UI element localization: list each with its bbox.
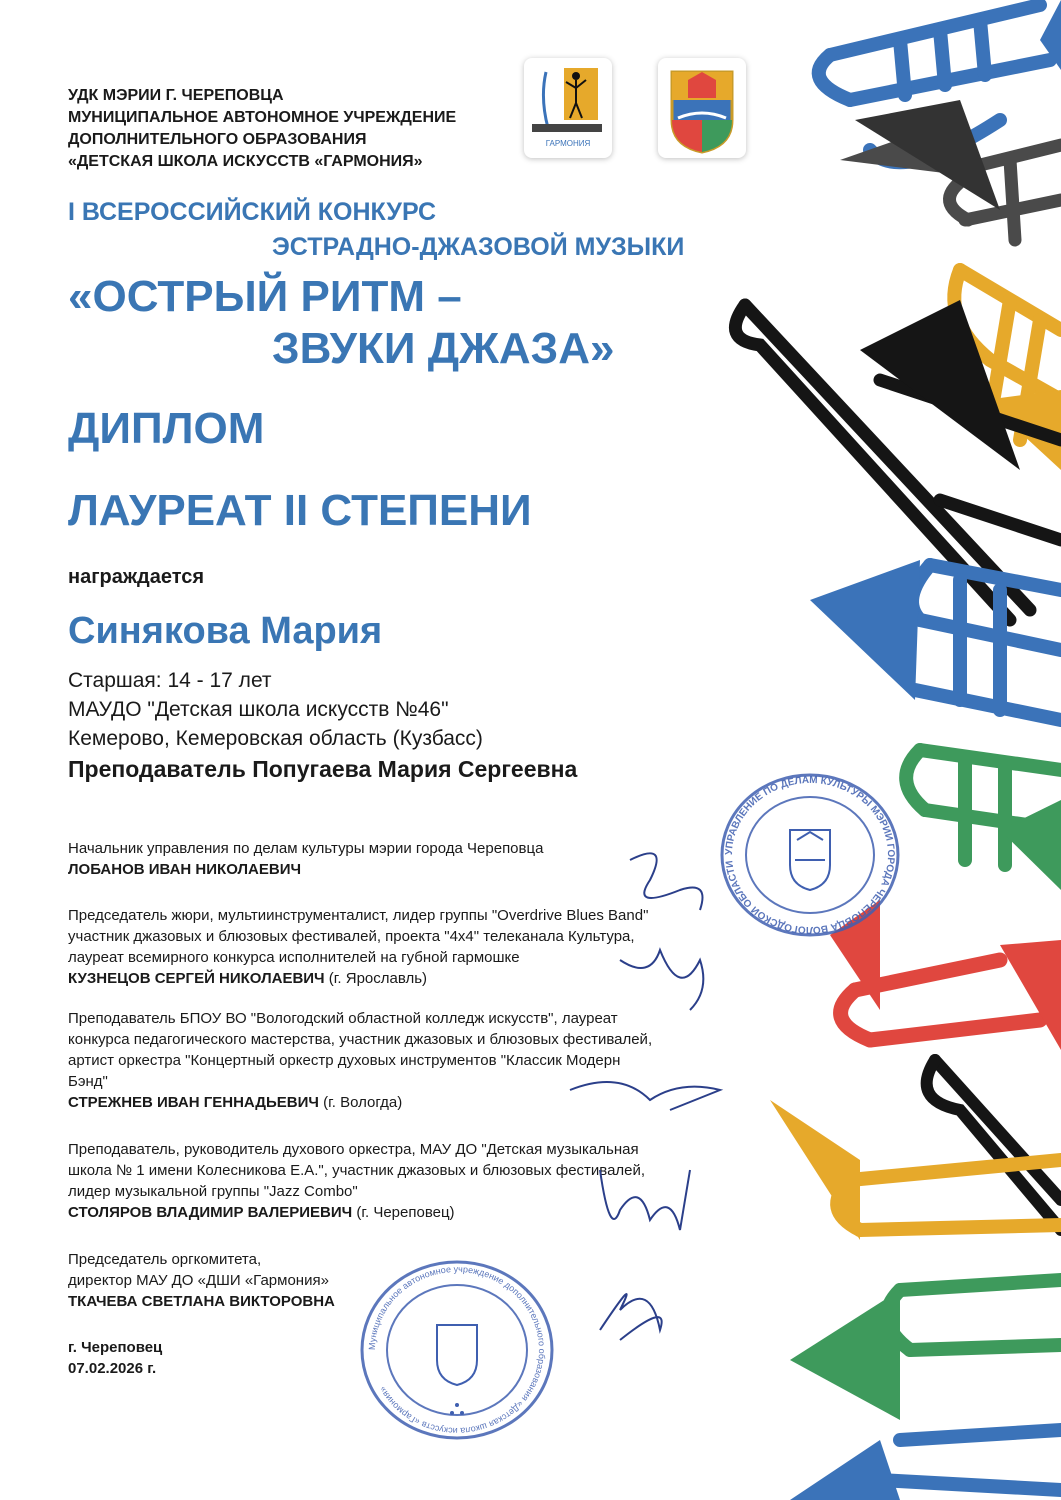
org-line: МУНИЦИПАЛЬНОЕ АВТОНОМНОЕ УЧРЕЖДЕНИЕ bbox=[68, 109, 457, 126]
signatory-title: Преподаватель БПОУ ВО "Вологодский областной колледж искусств", лауреат bbox=[68, 1010, 618, 1027]
red-bell-right bbox=[1000, 940, 1061, 1050]
signatory-city: (г. Ярославль) bbox=[328, 970, 428, 987]
blue-bell-mid bbox=[810, 560, 920, 700]
signatory-name: КУЗНЕЦОВ СЕРГЕЙ НИКОЛАЕВИЧ bbox=[68, 970, 325, 987]
signatory-title: Преподаватель, руководитель духового оркестра, МАУ ДО "Детская музыкальная bbox=[68, 1141, 639, 1158]
issue-city: г. Череповец bbox=[68, 1339, 163, 1356]
svg-text:Муниципальное автономное учреж bbox=[367, 1264, 547, 1436]
contest-line-2: ЭСТРАДНО-ДЖАЗОВОЙ МУЗЫКИ bbox=[272, 233, 685, 261]
contest-title-2: ЗВУКИ ДЖАЗА» bbox=[272, 324, 615, 373]
stamp-ring-text: УПРАВЛЕНИЕ ПО ДЕЛАМ КУЛЬТУРЫ МЭРИИ ГОРОДА ЧЕРЕПОВЦА ВОЛОГОДСКОЙ ОБЛАСТИ bbox=[723, 774, 897, 936]
signatory-block bbox=[68, 838, 543, 880]
signatory-city: (г. Вологда) bbox=[323, 1094, 403, 1111]
signatory-block bbox=[68, 1249, 335, 1312]
signatory-title: Начальник управления по делам культуры мэрии города Череповца bbox=[68, 840, 544, 857]
signatory-title: участник джазовых и блюзовых фестивалей, проекта "4х4" телеканала Культура, bbox=[68, 928, 635, 945]
signature-2 bbox=[620, 950, 703, 1010]
awarded-label: награждается bbox=[68, 566, 205, 588]
signatory-name: ЛОБАНОВ ИВАН НИКОЛАЕВИЧ bbox=[68, 861, 302, 878]
signatory-title: Председатель оргкомитета, bbox=[68, 1251, 262, 1268]
issue-date: 07.02.2026 г. bbox=[68, 1360, 157, 1377]
green-trumpet-low bbox=[887, 1280, 1061, 1350]
issue-place-date bbox=[68, 1337, 162, 1379]
teacher: Преподаватель Попугаева Мария Сергеевна bbox=[68, 756, 578, 782]
signature-4 bbox=[600, 1170, 690, 1230]
organization-name bbox=[68, 85, 456, 173]
signature-5 bbox=[600, 1294, 662, 1340]
signatory-title: лауреат всемирного конкурса исполнителей на губной гармошке bbox=[68, 949, 520, 966]
age-category: Старшая: 14 - 17 лет bbox=[68, 669, 272, 692]
diploma-heading: ДИПЛОМ bbox=[68, 404, 265, 453]
stamp-ring-text: Муниципальное автономное учреждение дополнительного образования «Детская школа искусств «Гармония» bbox=[366, 1263, 548, 1437]
school-logo bbox=[524, 58, 612, 158]
org-line: ДОПОЛНИТЕЛЬНОГО ОБРАЗОВАНИЯ bbox=[68, 131, 367, 148]
recipient-details bbox=[68, 666, 577, 785]
location: Кемерово, Кемеровская область (Кузбасс) bbox=[68, 727, 483, 750]
signatory-title: Бэнд" bbox=[68, 1073, 108, 1090]
org-line: УДК МЭРИИ Г. ЧЕРЕПОВЦА bbox=[68, 87, 284, 104]
black-trombone-low bbox=[927, 1060, 1061, 1230]
signatory-name: ТКАЧЕВА СВЕТЛАНА ВИКТОРОВНА bbox=[68, 1293, 335, 1310]
blue-trumpet-low bbox=[880, 1430, 1061, 1490]
signatory-title: конкурса педагогического мастерства, участник джазовых и блюзовых фестивалей, bbox=[68, 1031, 653, 1048]
signatures bbox=[560, 840, 760, 1360]
green-bell-low bbox=[790, 1290, 900, 1420]
signatory-title: директор МАУ ДО «ДШИ «Гармония» bbox=[68, 1272, 329, 1289]
signatory-block bbox=[68, 1139, 645, 1223]
official-stamp-bottom bbox=[352, 1255, 562, 1445]
recipient-name: Синякова Мария bbox=[68, 610, 383, 652]
signatory-name: СТРЕЖНЕВ ИВАН ГЕННАДЬЕВИЧ bbox=[68, 1094, 319, 1111]
signatory-title: Председатель жюри, мультиинструменталист, лидер группы "Overdrive Blues Band" bbox=[68, 907, 649, 924]
gold-bell-low bbox=[770, 1100, 860, 1240]
signature-3 bbox=[570, 1082, 720, 1110]
org-line: «ДЕТСКАЯ ШКОЛА ИСКУССТВ «ГАРМОНИЯ» bbox=[68, 153, 423, 170]
school-logo-text: ГАРМОНИЯ bbox=[545, 139, 591, 148]
contest-line-1: I ВСЕРОССИЙСКИЙ КОНКУРС bbox=[68, 198, 437, 226]
laureate-degree: ЛАУРЕАТ II СТЕПЕНИ bbox=[68, 486, 532, 535]
blue-bell-low bbox=[790, 1440, 900, 1500]
signatory-title: школа № 1 имени Колесникова Е.А.", участник джазовых и блюзовых фестивалей, bbox=[68, 1162, 646, 1179]
signature-1 bbox=[630, 853, 703, 910]
contest-title-1: «ОСТРЫЙ РИТМ – bbox=[68, 272, 462, 321]
signatory-title: артист оркестра "Концертный оркестр духовых инструментов "Классик Модерн bbox=[68, 1052, 621, 1069]
signatory-name: СТОЛЯРОВ ВЛАДИМИР ВАЛЕРИЕВИЧ bbox=[68, 1204, 353, 1221]
signatory-title: лидер музыкальной группы "Jazz Combo" bbox=[68, 1183, 358, 1200]
signatory-city: (г. Череповец) bbox=[356, 1204, 455, 1221]
institution: МАУДО "Детская школа искусств №46" bbox=[68, 698, 449, 721]
coat-of-arms-logo bbox=[658, 58, 746, 158]
